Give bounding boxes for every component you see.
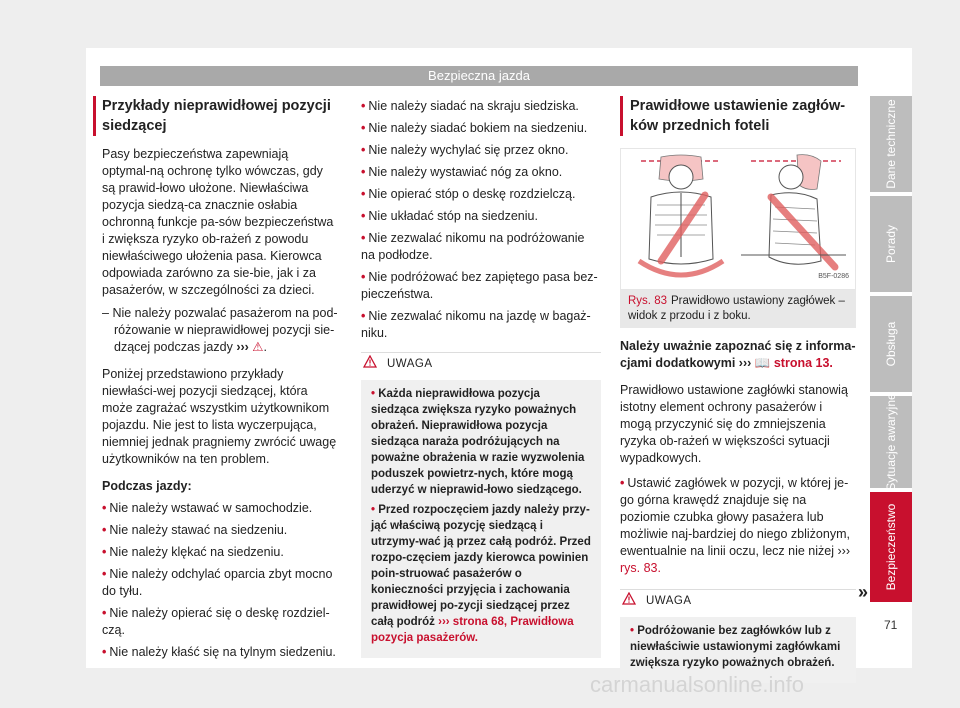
subheading-while-driving: Podczas jazdy: bbox=[102, 479, 192, 493]
tab-bezpieczenstwo[interactable]: Bezpieczeństwo bbox=[870, 492, 912, 602]
watermark: carmanualsonline.info bbox=[590, 672, 805, 697]
list-item: • Nie zezwalać nikomu na podróżowanie na podłodze. bbox=[361, 231, 585, 262]
info-note: Należy uważnie zapoznać się z informa-cjami dodatkowymi ››› 📖 strona 13. bbox=[620, 339, 856, 370]
column-3 bbox=[620, 96, 856, 683]
warning-item: • Każda nieprawidłowa pozycja siedząca zwiększa ryzyko poważnych obrażeń. Nieprawidłowa pozycja siedząca naraża podróżujących na poważne obrażenia w razie wyzwolenia poduszek powietrz-nych, które mogą uderzyć w nieprawid-łowo siedzącego. bbox=[371, 388, 585, 496]
section-title-incorrect-position: Przykłady nieprawidłowej pozycji siedzącej bbox=[93, 96, 338, 136]
tab-porady[interactable]: Porady bbox=[870, 196, 912, 292]
warning-triangle-icon bbox=[622, 592, 636, 611]
arrow-ref-icon[interactable]: ››› bbox=[738, 356, 752, 370]
arrow-ref-icon[interactable]: ››› bbox=[236, 340, 249, 354]
list-item: • Nie podróżować bez zapiętego pasa bez-pieczeństwa. bbox=[361, 270, 598, 301]
list-item: • Nie należy odchylać oparcia zbyt mocno do tyłu. bbox=[102, 567, 333, 598]
dash-item: – Nie należy pozwalać pasażerom na pod-różowanie w nieprawidłowej pozycji sie-dzącej podczas jazdy ››› ⚠. bbox=[102, 306, 338, 354]
list-item: • Ustawić zagłówek w pozycji, w której je-go górna krawędź znajduje się na poziomie czubka głowy pasażera lub możliwie naj-bardziej do niego zbliżonym, ewentualnie na linii oczu, lecz nie niżej ››› rys. 83. bbox=[620, 476, 850, 575]
figure-label: Rys. 83 bbox=[628, 295, 667, 307]
warning-label: UWAGA bbox=[646, 595, 692, 607]
warning-item: • Podróżowanie bez zagłówków lub z niewłaściwie ustawionymi zagłówkami zwiększa ryzyko poważnych obrażeń. bbox=[630, 625, 841, 669]
intro-paragraph: Pasy bezpieczeństwa zapewniają optymal-ną ochronę tylko wówczas, gdy są prawid-łowo ułożone. Niewłaściwa pozycja siedzą-ca znacznie osłabia ochronną funkcje pa-sów bezpieczeństwa i zwiększa ryzyko ob-rażeń z powodu niewłaściwego ułożenia pasa. Kierowca odpowiada zarówno za sie-bie, jak i za pasażerów, w szczególności za dzieci. bbox=[102, 147, 334, 297]
warning-label: UWAGA bbox=[387, 358, 433, 370]
continue-arrow-icon: » bbox=[858, 582, 869, 602]
warning-box bbox=[620, 589, 856, 683]
figure-reference-link[interactable]: rys. 83. bbox=[620, 561, 661, 575]
examples-paragraph: Poniżej przedstawiono przykłady niewłaści-wej pozycji siedzącej, która może zagrażać wszystkim użytkownikom pojazdu. Nie jest to lista wyczerpująca, niemniej jednak pragniemy zwrócić uwagę użytkowników na ten problem. bbox=[102, 367, 337, 466]
section-title-headrests: Prawidłowe ustawienie zagłów-ków przednich foteli bbox=[620, 96, 856, 136]
book-icon: 📖 bbox=[754, 356, 771, 370]
list-item: • Nie należy opierać się o deskę rozdziel-czą. bbox=[102, 606, 330, 637]
headrest-paragraph: Prawidłowo ustawione zagłówki stanowią istotny element ochrony pasażerów i mogą przyczynić się do zmniejszenia ryzyka ob-rażeń w większości sytuacji wypadkowych. bbox=[620, 383, 848, 465]
warning-box bbox=[361, 352, 601, 658]
list-item: • Nie należy wychylać się przez okno. bbox=[361, 143, 569, 157]
tab-dane-techniczne[interactable]: Dane techniczne bbox=[870, 96, 912, 192]
list-item: • Nie należy stawać na siedzeniu. bbox=[102, 523, 288, 537]
tab-sytuacje-awaryjne[interactable]: Sytuacje awaryjne bbox=[870, 396, 912, 488]
warning-header bbox=[620, 590, 856, 617]
section-tabs bbox=[870, 96, 912, 606]
list-item: • Nie opierać stóp o deskę rozdzielczą. bbox=[361, 187, 576, 201]
warning-triangle-icon: ⚠ bbox=[252, 340, 264, 354]
figure-caption: Rys. 83 Prawidłowo ustawiony zagłówek – widok z przodu i z boku. bbox=[620, 290, 856, 328]
list-item: • Nie układać stóp na siedzeniu. bbox=[361, 209, 538, 223]
page-reference-link[interactable]: strona 13. bbox=[773, 356, 833, 370]
list-item: • Nie należy klękać na siedzeniu. bbox=[102, 545, 284, 559]
headrest-figure bbox=[620, 148, 856, 290]
list-item: • Nie należy wstawać w samochodzie. bbox=[102, 501, 313, 515]
tab-obsluga[interactable]: Obsługa bbox=[870, 296, 912, 392]
figure-code: B5F-0286 bbox=[818, 273, 849, 280]
warning-triangle-icon bbox=[363, 355, 377, 374]
list-item: • Nie należy siadać na skraju siedziska. bbox=[361, 99, 579, 113]
list-item: • Nie należy kłaść się na tylnym siedzeniu. bbox=[102, 645, 336, 659]
warning-body bbox=[361, 380, 601, 658]
page-reference-link[interactable]: ››› strona 68, Prawidłowa pozycja pasażerów. bbox=[371, 616, 574, 644]
warning-item: • Przed rozpoczęciem jazdy należy przy-jąć właściwą pozycję siedzącą i utrzymy-wać ją przez całą podróż. Przed rozpo-częciem jazdy kierowca powinien poin-struować pasażerów o konieczności przyjęcia i zachowania prawidłowej po-zycji siedzącej przez całą podróż ››› strona 68, Prawidłowa pozycja pasażerów. bbox=[371, 504, 591, 644]
list-item: • Nie zezwalać nikomu na jazdę w bagaż-niku. bbox=[361, 309, 591, 340]
page-header: Bezpieczna jazda bbox=[100, 66, 858, 86]
list-item: • Nie należy siadać bokiem na siedzeniu. bbox=[361, 121, 588, 135]
arrow-ref-icon[interactable]: ››› bbox=[837, 544, 850, 558]
warning-header bbox=[361, 353, 601, 380]
column-2 bbox=[361, 96, 601, 658]
page-number: 71 bbox=[884, 618, 898, 632]
list-item: • Nie należy wystawiać nóg za okno. bbox=[361, 165, 563, 179]
column-1 bbox=[102, 96, 338, 661]
